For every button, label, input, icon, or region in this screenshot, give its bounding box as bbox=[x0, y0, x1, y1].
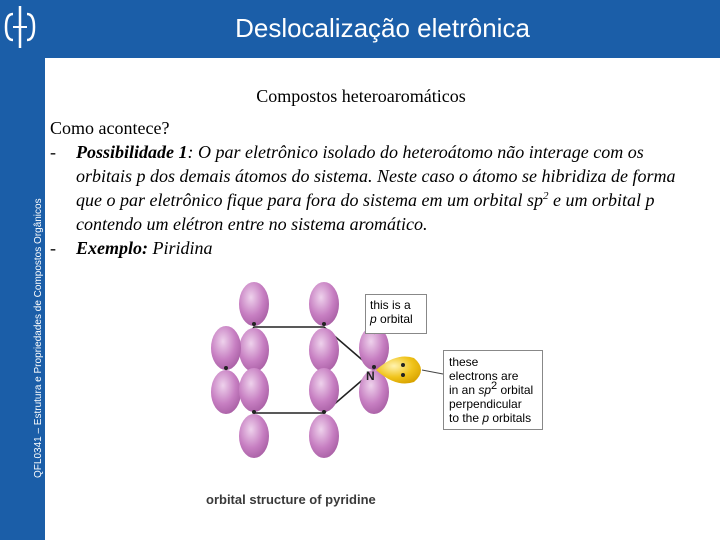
bullet-example bbox=[50, 236, 680, 260]
callout-text: this is a bbox=[370, 298, 411, 312]
section-subtitle: Compostos heteroaromáticos bbox=[256, 86, 466, 106]
callout-text: these bbox=[449, 355, 479, 369]
bullet-text-end: e um orbital p contendo um elétron entre no sistema aromático. bbox=[76, 190, 655, 234]
sidebar-band bbox=[0, 0, 45, 540]
callout-text: perpendicular bbox=[449, 397, 522, 411]
callout-text: electrons are bbox=[449, 369, 519, 383]
slide-title: Deslocalização eletrônica bbox=[235, 13, 530, 43]
bullet-label: Possibilidade 1 bbox=[76, 142, 188, 162]
bullet-text: : O par eletrônico isolado do heteroátomo não interage com os orbitais p dos demais átomos do sistema. Neste caso o átomo se hibridiza de forma que o par eletrônico fique para fora do sistema em um orbital sp bbox=[76, 142, 676, 210]
p-orbital-left bbox=[211, 326, 241, 414]
nitrogen-atom-label: N bbox=[366, 369, 375, 383]
university-logo-icon bbox=[4, 4, 36, 50]
bullet-dash: - bbox=[50, 238, 56, 258]
callout-line-sp2 bbox=[422, 370, 443, 374]
bullet-label: Exemplo: bbox=[76, 238, 148, 258]
slide-body bbox=[50, 116, 680, 260]
course-code-label: QFL0341 – Estrutura e Propriedades de Compostos Orgânicos bbox=[33, 198, 44, 478]
callout-sp2-electrons bbox=[443, 350, 543, 430]
superscript: 2 bbox=[542, 190, 549, 202]
bullet-possibility-1 bbox=[50, 140, 680, 236]
callout-text: in an $sp^2$ orbital bbox=[449, 380, 534, 397]
callout-p-orbital bbox=[365, 294, 427, 334]
callout-text: to the p orbitals bbox=[449, 411, 532, 425]
bullet-dash: - bbox=[50, 142, 56, 162]
callout-text: p orbital bbox=[370, 312, 413, 326]
question-line: Como acontece? bbox=[50, 118, 170, 138]
figure-caption: orbital structure of pyridine bbox=[206, 492, 376, 507]
bullet-text: Piridina bbox=[148, 238, 213, 258]
